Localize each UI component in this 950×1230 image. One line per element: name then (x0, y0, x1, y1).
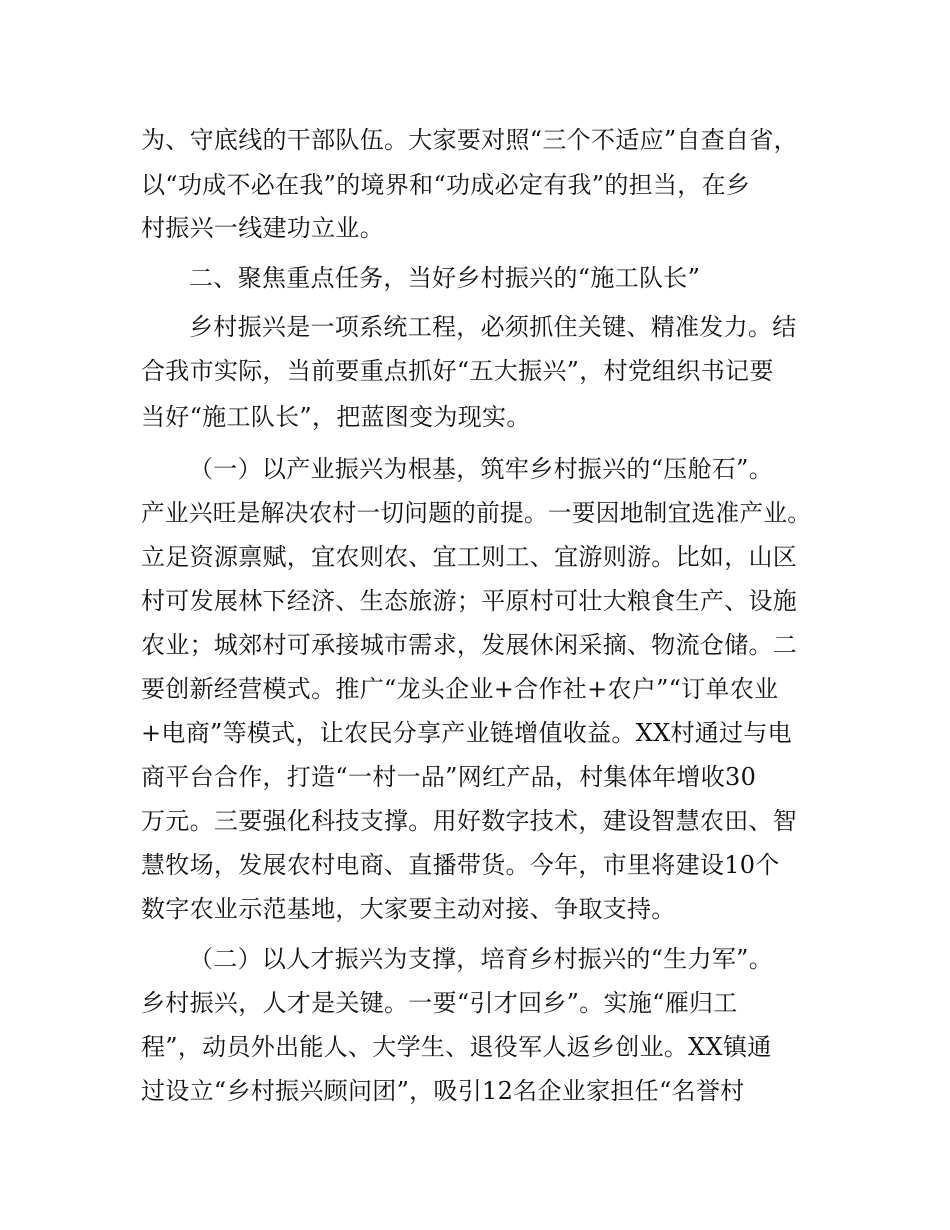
text-line: +电商”等模式，让农民分享产业链增值收益。XX村通过与电 (141, 719, 792, 747)
text-line: 以“功成不必在我”的境界和“功成必定有我”的担当，在乡 (141, 171, 751, 199)
text-line: 乡村振兴，人才是关键。一要“引才回乡”。实施“雁归工 (141, 989, 738, 1017)
text-line: 慧牧场，发展农村电商、直播带货。今年，市里将建设10个 (141, 851, 780, 879)
text-line: 合我市实际，当前要重点抓好“五大振兴”，村党组织书记要 (141, 357, 774, 385)
text-line: 程”，动员外出能人、大学生、退役军人返乡创业。XX镇通 (141, 1033, 772, 1061)
text-line: 为、守底线的干部队伍。大家要对照“三个不适应”自查自省， (141, 126, 798, 154)
text-line: 过设立“乡村振兴顾问团”，吸引12名企业家担任“名誉村 (141, 1077, 745, 1105)
paragraph-first-line: 乡村振兴是一项系统工程，必须抓住关键、精准发力。结 (189, 313, 797, 341)
text-line: 商平台合作，打造“一村一品”网红产品，村集体年增收30 (141, 763, 757, 791)
text-line: 村可发展林下经济、生态旅游；平原村可壮大粮食生产、设施 (141, 587, 798, 615)
section-heading: 二、聚焦重点任务，当好乡村振兴的“施工队长” (189, 264, 701, 292)
text-line: 万元。三要强化科技支撑。用好数字技术，建设智慧农田、智 (141, 807, 798, 835)
subsection-heading-line: （二）以人才振兴为支撑，培育乡村振兴的“生力军”。 (189, 945, 774, 973)
text-line: 农业；城郊村可承接城市需求，发展休闲采摘、物流仓储。二 (141, 631, 798, 659)
text-line: 数字农业示范基地，大家要主动对接、争取支持。 (141, 895, 676, 923)
text-line: 要创新经营模式。推广“龙头企业+合作社+农户”“订单农业 (141, 675, 779, 703)
subsection-heading-line: （一）以产业振兴为根基，筑牢乡村振兴的“压舱石”。 (189, 455, 774, 483)
text-line: 村振兴一线建功立业。 (141, 214, 384, 242)
text-line: 产业兴旺是解决农村一切问题的前提。一要因地制宜选准产业。 (141, 499, 812, 527)
text-line: 立足资源禀赋，宜农则农、宜工则工、宜游则游。比如，山区 (141, 543, 798, 571)
text-line: 当好“施工队长”，把蓝图变为现实。 (141, 403, 531, 431)
